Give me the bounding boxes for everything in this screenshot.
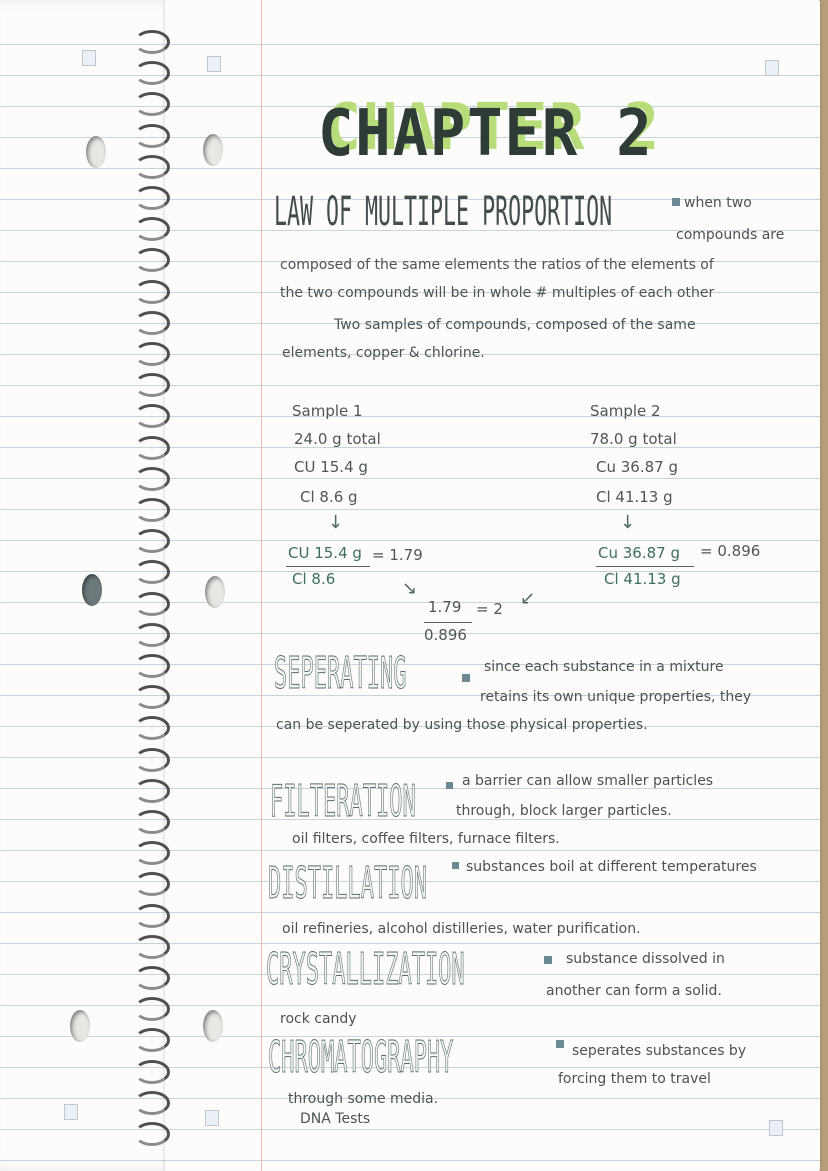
page-marker-icon [207,56,221,72]
filtration-line1: a barrier can allow smaller particles [462,773,714,789]
bullet-square-icon [556,1040,564,1048]
spiral-ring [134,92,170,116]
spiral-ring [134,592,170,616]
page-marker-icon [82,50,96,66]
spiral-ring [134,155,170,179]
page-marker-icon [765,60,779,76]
sample1-cl: Cl 8.6 g [300,488,358,506]
margin-line [261,0,262,1171]
crystallization-heading: CRYSTALLIZATION [266,944,465,995]
page-marker-icon [64,1104,78,1120]
binder-hole [203,1010,223,1042]
chromatography-line3: through some media. [288,1091,439,1107]
spiral-ring [134,529,170,553]
law-def-line1: when two [684,195,752,211]
spiral-ring [134,935,170,959]
spiral-ring [134,1091,170,1115]
bullet-square-icon [452,862,459,869]
binder-hole [205,576,225,608]
law-heading: LAW OF MULTIPLE PROPORTION [274,189,613,235]
spiral-ring [134,186,170,210]
chromatography-line4: DNA Tests [300,1111,371,1127]
spiral-ring [134,779,170,803]
spiral-ring [134,311,170,335]
sample2-cl: Cl 41.13 g [596,488,673,506]
sample1-title: Sample 1 [292,402,363,420]
comparison-numerator: 1.79 [428,598,462,616]
spiral-ring [134,872,170,896]
down-arrow-icon: ↓ [620,512,636,533]
fraction-line [424,622,472,623]
crystallization-line1: substance dissolved in [566,951,725,967]
spiral-ring [134,217,170,241]
spiral-ring [134,716,170,740]
down-arrow-icon: ↓ [328,512,344,533]
distillation-examples: oil refineries, alcohol distilleries, water purification. [282,921,641,937]
law-line3: composed of the same elements the ratios of the elements of [280,257,714,273]
sample2-ratio-den: Cl 41.13 g [604,570,681,588]
chromatography-heading: CHROMATOGRAPHY [268,1032,454,1083]
spiral-ring [134,342,170,366]
law-line6: elements, copper & chlorine. [282,345,485,361]
filtration-heading: FILTERATION [270,776,416,827]
sample1-ratio-result: = 1.79 [372,546,423,564]
spiral-ring [134,280,170,304]
separating-heading: SEPERATING [274,648,407,699]
binder-hole [82,574,102,606]
sample1-ratio-num: CU 15.4 g [288,544,362,562]
comparison-result: = 2 [476,600,503,618]
spiral-ring [134,748,170,772]
spiral-ring [134,623,170,647]
spiral-ring [134,467,170,491]
spiral-ring [134,248,170,272]
filtration-line2: through, block larger particles. [456,803,672,819]
bullet-square-icon [544,956,552,964]
separating-line2: retains its own unique properties, they [480,689,752,705]
spiral-ring [134,654,170,678]
bullet-square-icon [446,782,453,789]
sample2-ratio-num: Cu 36.87 g [598,544,680,562]
spiral-ring [134,1028,170,1052]
chromatography-line2: forcing them to travel [558,1071,711,1087]
law-line4: the two compounds will be in whole # multiples of each other [280,285,715,301]
fraction-line [286,566,370,567]
page-marker-icon [205,1110,219,1126]
filtration-examples: oil filters, coffee filters, furnace filters. [292,831,560,847]
chapter-title: CHAPTER 2 [318,97,654,171]
sample2-cu: Cu 36.87 g [596,458,678,476]
spiral-ring [134,404,170,428]
distillation-heading: DISTILLATION [268,858,427,909]
binder-hole [86,136,106,168]
spiral-ring [134,685,170,709]
spiral-ring [134,30,170,54]
sample2-total: 78.0 g total [590,430,677,448]
spiral-ring [134,904,170,928]
comparison-denominator: 0.896 [424,626,467,644]
binder-hole [70,1010,90,1042]
curved-arrow-icon: ↘ [402,578,418,599]
curved-arrow-icon: ↙ [520,588,536,609]
spiral-ring [134,61,170,85]
sample1-ratio-den: Cl 8.6 [292,570,336,588]
page-marker-icon [769,1120,783,1136]
separating-line3: can be seperated by using those physical properties. [276,717,648,733]
bullet-square-icon [462,674,470,682]
spiral-ring [134,436,170,460]
sample2-title: Sample 2 [590,402,661,420]
law-line5: Two samples of compounds, composed of the same [334,317,696,333]
sample1-total: 24.0 g total [294,430,381,448]
sample2-ratio-result: = 0.896 [700,542,761,560]
spiral-ring [134,966,170,990]
spiral-ring [134,124,170,148]
spiral-ring [134,841,170,865]
binder-hole [203,134,223,166]
chromatography-line1: seperates substances by [572,1043,747,1059]
crystallization-line2: another can form a solid. [546,983,722,999]
crystallization-examples: rock candy [280,1011,357,1027]
bullet-square-icon [672,198,680,206]
fraction-line [596,566,694,567]
spiral-ring [134,997,170,1021]
sample1-cu: CU 15.4 g [294,458,368,476]
spiral-ring [134,1122,170,1146]
spiral-ring [134,1060,170,1084]
spiral-ring [134,373,170,397]
distillation-line1: substances boil at different temperatures [466,859,757,875]
spiral-binding [128,30,172,1160]
spiral-ring [134,498,170,522]
spiral-ring [134,560,170,584]
law-def-line2: compounds are [676,227,785,243]
spiral-ring [134,810,170,834]
separating-line1: since each substance in a mixture [484,659,724,675]
